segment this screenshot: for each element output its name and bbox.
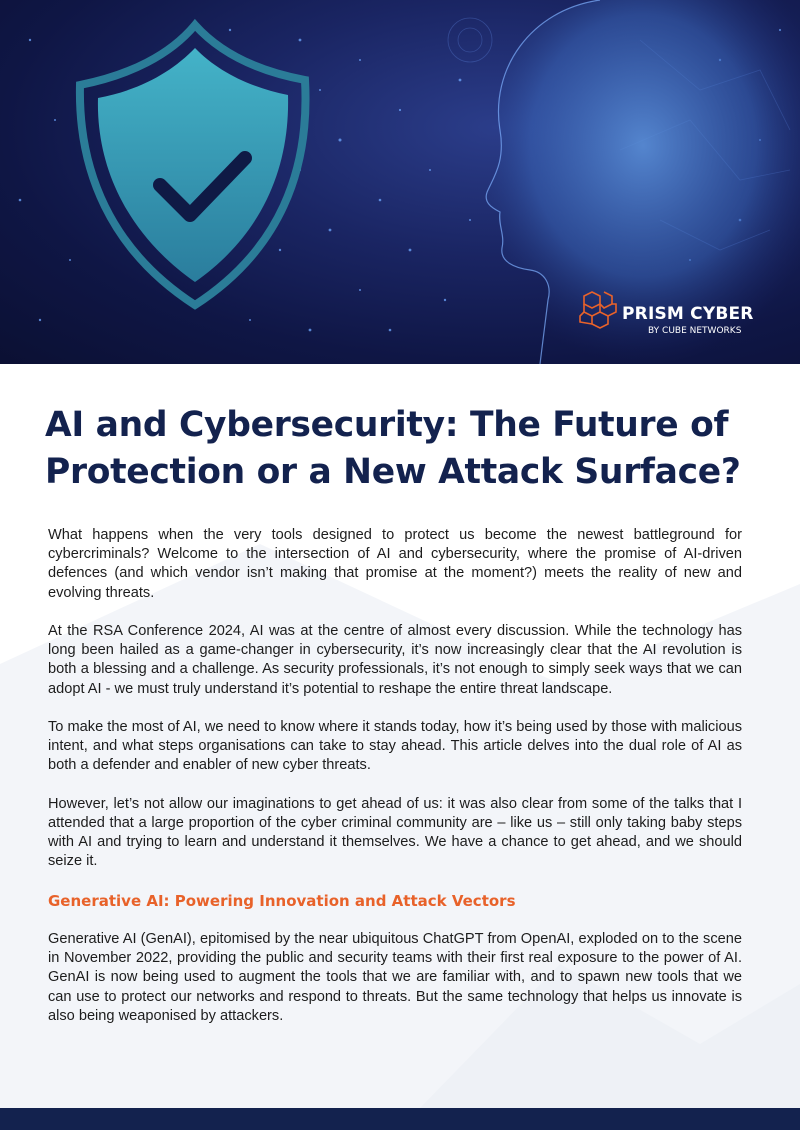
hero-banner — [0, 0, 800, 364]
paragraph: Generative AI (GenAI), epitomised by the near ubiquitous ChatGPT from OpenAI, exploded on to the scene in November 2022, providing the public and security teams with their first real exposure to the power of AI. GenAI is now being used to augment the tools that we are familiar with, and to spawn new tools that we can use to protect our networks and respond to threats. But the same technology that helps us innovate is also being weaponised by attackers. — [48, 930, 742, 1024]
article-title: AI and Cybersecurity: The Future of Protection or a New Attack Surface? — [45, 405, 741, 492]
paragraph: What happens when the very tools designed to protect us become the newest battleground for cybercriminals? Welcome to the intersection of AI and cybersecurity, where the promise of AI-driven defences (and which vendor isn’t making that promise at the moment?) meets the reality of new and evolving threats. — [48, 527, 742, 601]
prism-cyber-logo — [578, 290, 768, 340]
article-body — [48, 526, 742, 1045]
logo-name: PRISM CYBER — [622, 304, 754, 324]
paragraph: However, let’s not allow our imaginations to get ahead of us: it was also clear from some of the talks that I attended that a large proportion of the cyber criminal community are – like us – still only taking baby steps with AI and trying to learn and understand it themselves. We have a chance to get ahead, and we should seize it. — [48, 795, 742, 870]
paragraph: At the RSA Conference 2024, AI was at the centre of almost every discussion. While the technology has long been hailed as a game-changer in cybersecurity, it’s now increasingly clear that the AI revolution is both a blessing and a challenge. As security professionals, it’s not enough to simply seek ways that we can adopt AI - we must truly understand it’s potential to reshape the entire threat landscape. — [48, 623, 742, 697]
shield-check-icon — [80, 25, 306, 305]
paragraph: To make the most of AI, we need to know where it stands today, how it’s being used by those with malicious intent, and what steps organisations can take to stay ahead. This article delves into the dual role of AI as both a defender and enabler of new cyber threats. — [48, 719, 742, 774]
footer-bar — [0, 1108, 800, 1130]
section-heading: Generative AI: Powering Innovation and Attack Vectors — [48, 891, 516, 910]
logo-tagline: BY CUBE NETWORKS — [648, 326, 742, 336]
cube-logo-icon — [578, 290, 622, 330]
